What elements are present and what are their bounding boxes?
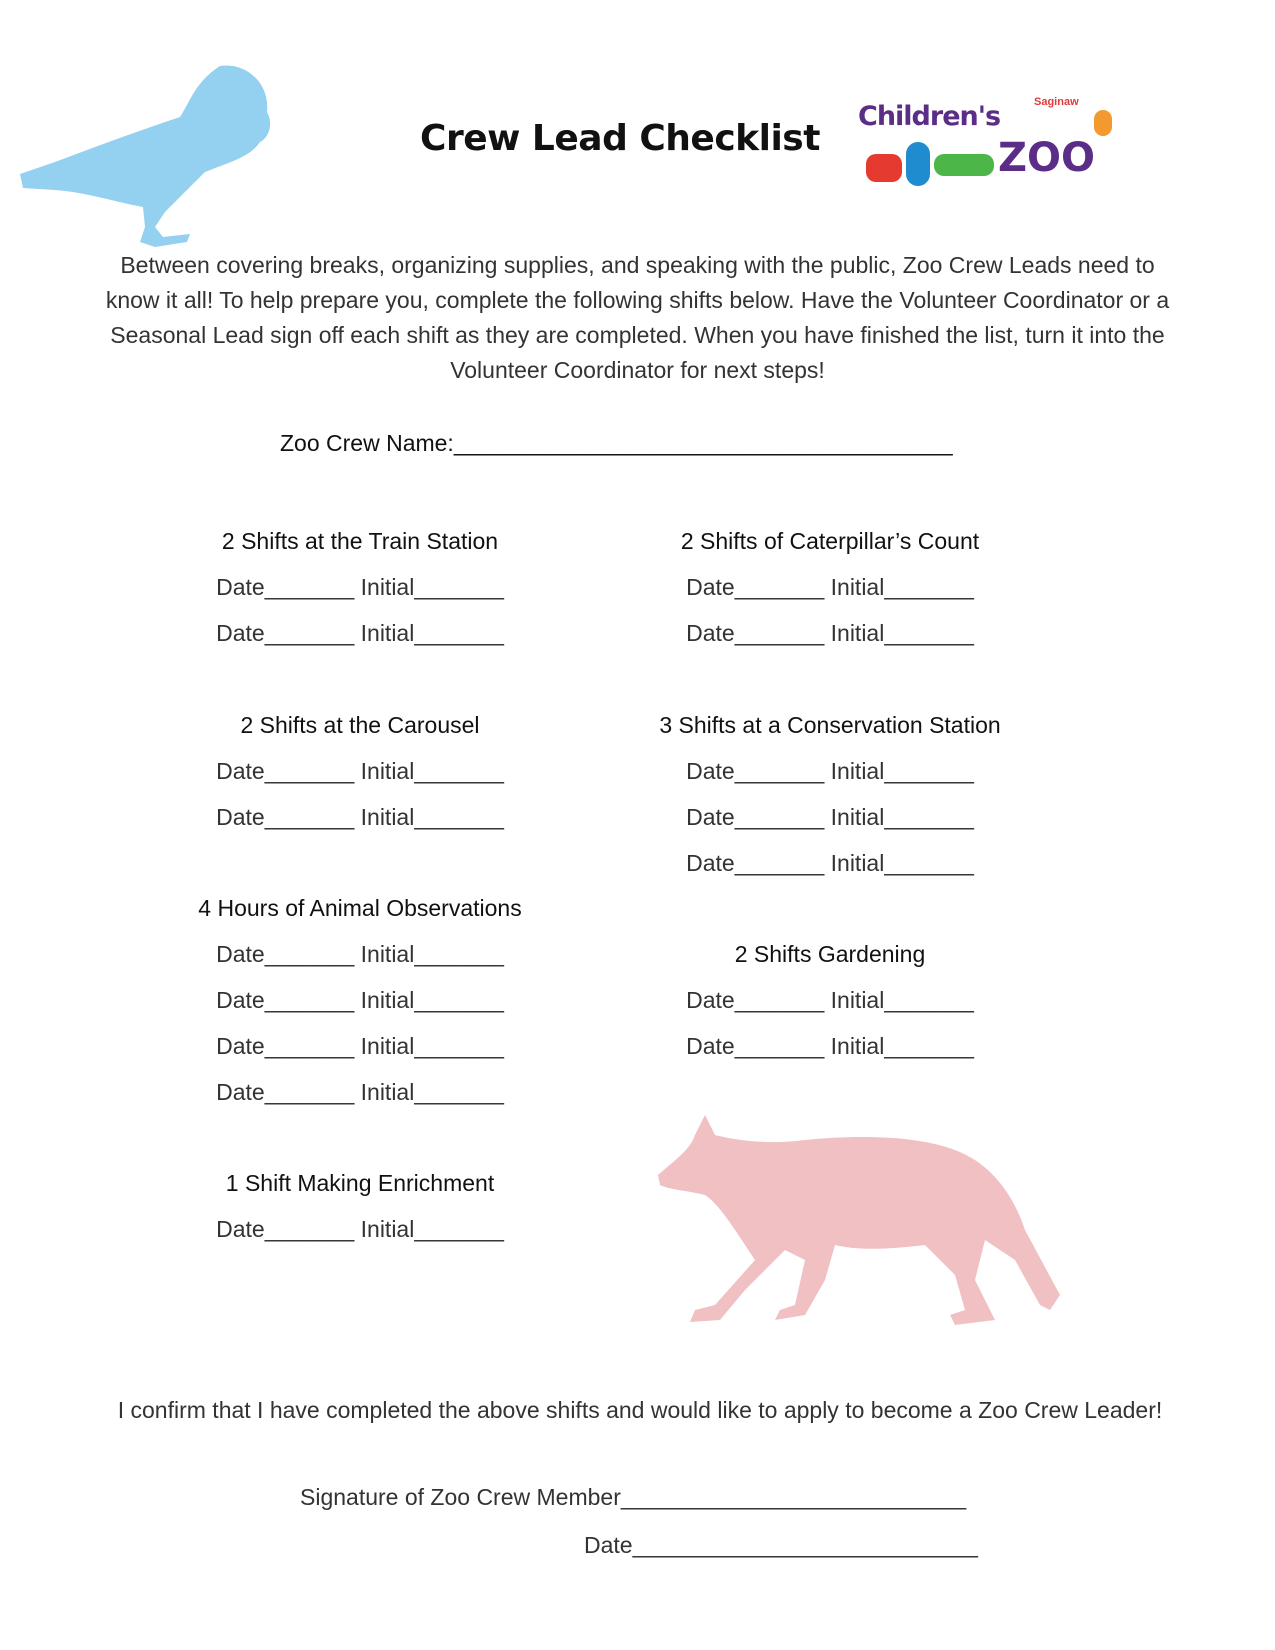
date-initial-row[interactable]: Date_______ Initial_______ <box>686 620 974 646</box>
section-title: 1 Shift Making Enrichment <box>225 1170 495 1196</box>
date-initial-row[interactable]: Date_______ Initial_______ <box>216 804 504 830</box>
checklist-section <box>130 710 590 848</box>
checklist-section <box>130 893 590 1123</box>
date-initial-row[interactable]: Date_______ Initial_______ <box>216 574 504 600</box>
logo-saginaw-text: Saginaw <box>1034 96 1079 108</box>
section-title: 2 Shifts Gardening <box>734 941 926 967</box>
date-initial-row[interactable]: Date_______ Initial_______ <box>216 987 504 1013</box>
logo-childrens-text: Children's <box>858 101 1001 132</box>
date-initial-row[interactable]: Date_______ Initial_______ <box>216 620 504 646</box>
section-title: 2 Shifts at the Train Station <box>221 528 499 554</box>
date-initial-row[interactable]: Date_______ Initial_______ <box>216 941 504 967</box>
date-initial-row[interactable]: Date_______ Initial_______ <box>686 987 974 1013</box>
date-initial-row[interactable]: Date_______ Initial_______ <box>686 574 974 600</box>
section-title: 4 Hours of Animal Observations <box>198 895 522 921</box>
wolf-silhouette-icon <box>655 1110 1075 1335</box>
section-title: 2 Shifts of Caterpillar’s Count <box>680 528 980 554</box>
checklist-section <box>600 526 1060 664</box>
penguin-icon <box>906 142 930 186</box>
checklist-section <box>130 1168 590 1260</box>
monkey-icon <box>866 154 902 182</box>
section-title: 3 Shifts at a Conservation Station <box>659 712 1001 738</box>
date-initial-row[interactable]: Date_______ Initial_______ <box>216 1033 504 1059</box>
zoo-crew-name-field[interactable]: Zoo Crew Name:_______________________________________ <box>280 430 953 456</box>
date-initial-row[interactable]: Date_______ Initial_______ <box>216 758 504 784</box>
child-icon <box>1094 110 1112 136</box>
signature-field[interactable]: Signature of Zoo Crew Member___________________________ <box>300 1484 967 1510</box>
date-initial-row[interactable]: Date_______ Initial_______ <box>686 850 974 876</box>
date-initial-row[interactable]: Date_______ Initial_______ <box>216 1216 504 1242</box>
bird-silhouette-icon <box>15 62 275 252</box>
alligator-icon <box>934 154 994 176</box>
checklist-section <box>600 710 1060 894</box>
signature-date-field[interactable]: Date___________________________ <box>584 1532 978 1558</box>
date-initial-row[interactable]: Date_______ Initial_______ <box>686 758 974 784</box>
page-title: Crew Lead Checklist <box>420 118 820 159</box>
date-initial-row[interactable]: Date_______ Initial_______ <box>686 804 974 830</box>
logo-zoo-text: ZOO <box>998 135 1096 181</box>
section-title: 2 Shifts at the Carousel <box>240 712 480 738</box>
date-initial-row[interactable]: Date_______ Initial_______ <box>216 1079 504 1105</box>
checklist-section <box>130 526 590 664</box>
checklist-section <box>600 939 1060 1077</box>
date-initial-row[interactable]: Date_______ Initial_______ <box>686 1033 974 1059</box>
confirmation-statement: I confirm that I have completed the above shifts and would like to apply to become a Zoo Crew Leader! <box>117 1397 1163 1423</box>
intro-paragraph: Between covering breaks, organizing supplies, and speaking with the public, Zoo Crew Leads need to know it all! To help prepare you, complete the following shifts below. Have the Volunteer Coordinator or a Seasonal Lead sign off each shift as they are completed. When you have finished the list, turn it into the Volunteer Coordinator for next steps! <box>105 252 1170 383</box>
childrens-zoo-logo <box>858 96 1118 188</box>
